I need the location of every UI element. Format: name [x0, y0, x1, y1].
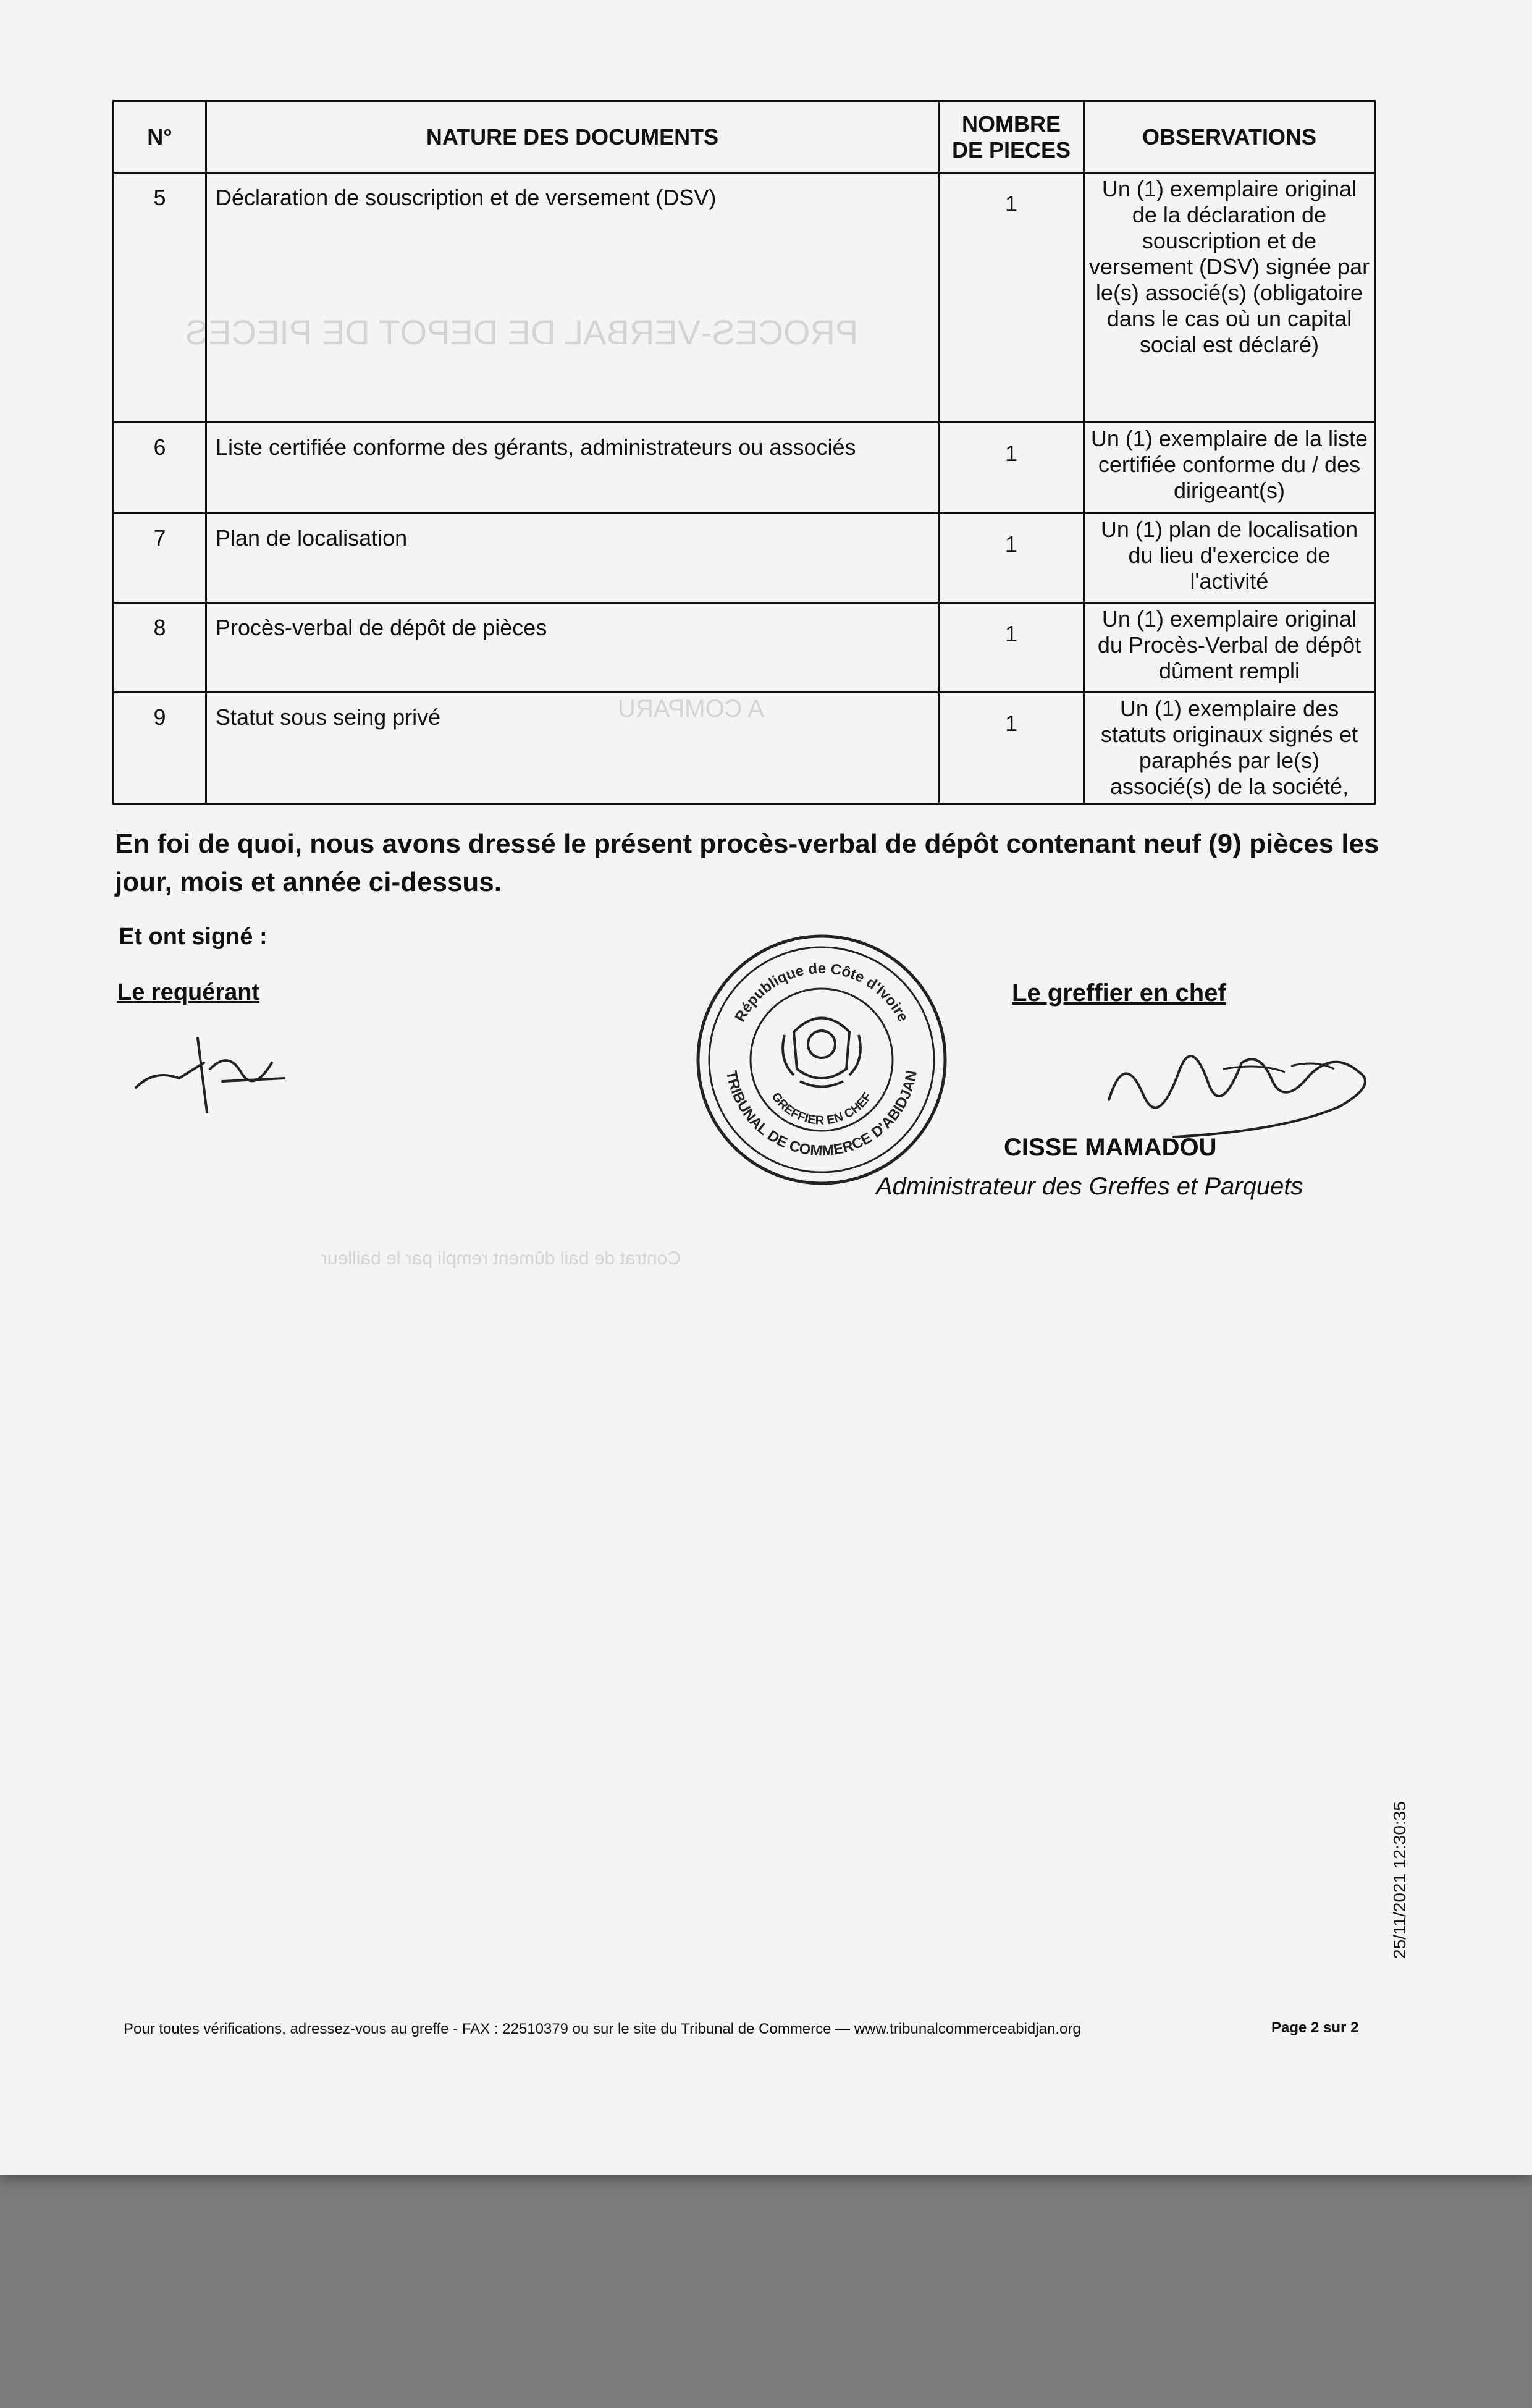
closing-statement: En foi de quoi, nous avons dressé le présent procès-verbal de dépôt contenant neuf (9) pièces les jour, mois et année ci-dessus. — [115, 829, 1379, 897]
documents-table — [112, 100, 1376, 805]
row-nature: Déclaration de souscription et de versement (DSV) — [206, 173, 939, 423]
row-count: 1 — [939, 693, 1084, 804]
table-row — [114, 693, 1375, 804]
header-number: N° — [114, 101, 206, 173]
row-nature: Plan de localisation — [206, 513, 939, 603]
header-observations: OBSERVATIONS — [1084, 101, 1375, 173]
table-header-row — [114, 101, 1375, 173]
seal-text-inner: GREFFIER EN CHEF — [768, 1090, 875, 1128]
row-count: 1 — [939, 423, 1084, 513]
table-row — [114, 603, 1375, 693]
bleed-through-3: Contrat de bail dûment rempli par le bailleur — [321, 1248, 681, 1269]
signed-label: Et ont signé : — [119, 924, 267, 950]
row-observation: Un (1) exemplaire original de la déclaration de souscription et de versement (DSV) signée par le(s) associé(s) (obligatoire dans le cas où un capital social est déclaré) — [1084, 173, 1375, 423]
row-count: 1 — [939, 603, 1084, 693]
table-row — [114, 423, 1375, 513]
registrar-title: Administrateur des Greffes et Parquets — [876, 1173, 1303, 1200]
page-number: Page 2 sur 2 — [1271, 2019, 1359, 2036]
row-observation: Un (1) exemplaire des statuts originaux signés et paraphés par le(s) associé(s) de la société, — [1084, 693, 1375, 804]
row-number: 8 — [114, 603, 206, 693]
row-number: 5 — [114, 173, 206, 423]
svg-text:GREFFIER EN CHEF — [768, 1090, 874, 1128]
header-nature: NATURE DES DOCUMENTS — [206, 101, 939, 173]
row-count: 1 — [939, 513, 1084, 603]
court-seal-stamp — [692, 930, 951, 1189]
row-number: 7 — [114, 513, 206, 603]
row-observation: Un (1) exemplaire de la liste certifiée conforme du / des dirigeant(s) — [1084, 423, 1375, 513]
seal-text-top: République de Côte d'Ivoire — [731, 960, 912, 1025]
row-observation: Un (1) exemplaire original du Procès-Verbal de dépôt dûment rempli — [1084, 603, 1375, 693]
coat-of-arms-icon — [783, 1018, 861, 1087]
timestamp: 25/11/2021 12:30:35 — [1390, 1801, 1409, 1959]
bleed-through-1: PROCES-VERBAL DE DEPOT DE PIECES — [185, 313, 859, 352]
registrar-label: Le greffier en chef — [1012, 979, 1226, 1007]
row-number: 9 — [114, 693, 206, 804]
table-row — [114, 173, 1375, 423]
row-number: 6 — [114, 423, 206, 513]
seal-text-bottom: TRIBUNAL DE COMMERCE D'ABIDJAN — [723, 1069, 920, 1160]
header-count: NOMBRE DE PIECES — [939, 101, 1084, 173]
row-nature: Statut sous seing privé — [206, 693, 939, 804]
footer-note: Pour toutes vérifications, adressez-vous au greffe - FAX : 22510379 ou sur le site du Tribunal de Commerce — www.tribunalcommerceabidjan.org — [124, 2021, 1081, 2037]
registrar-name: CISSE MAMADOU — [1004, 1134, 1217, 1161]
table-row — [114, 513, 1375, 603]
row-nature: Procès-verbal de dépôt de pièces — [206, 603, 939, 693]
bleed-through-2: A COMPARU — [618, 695, 765, 722]
row-count: 1 — [939, 173, 1084, 423]
applicant-label: Le requérant — [117, 979, 260, 1005]
row-observation: Un (1) plan de localisation du lieu d'exercice de l'activité — [1084, 513, 1375, 603]
registrar-signature — [1100, 1026, 1390, 1149]
applicant-signature — [130, 1026, 290, 1118]
row-nature: Liste certifiée conforme des gérants, administrateurs ou associés — [206, 423, 939, 513]
svg-text:République de Côte d'Ivoire — [732, 960, 912, 1024]
